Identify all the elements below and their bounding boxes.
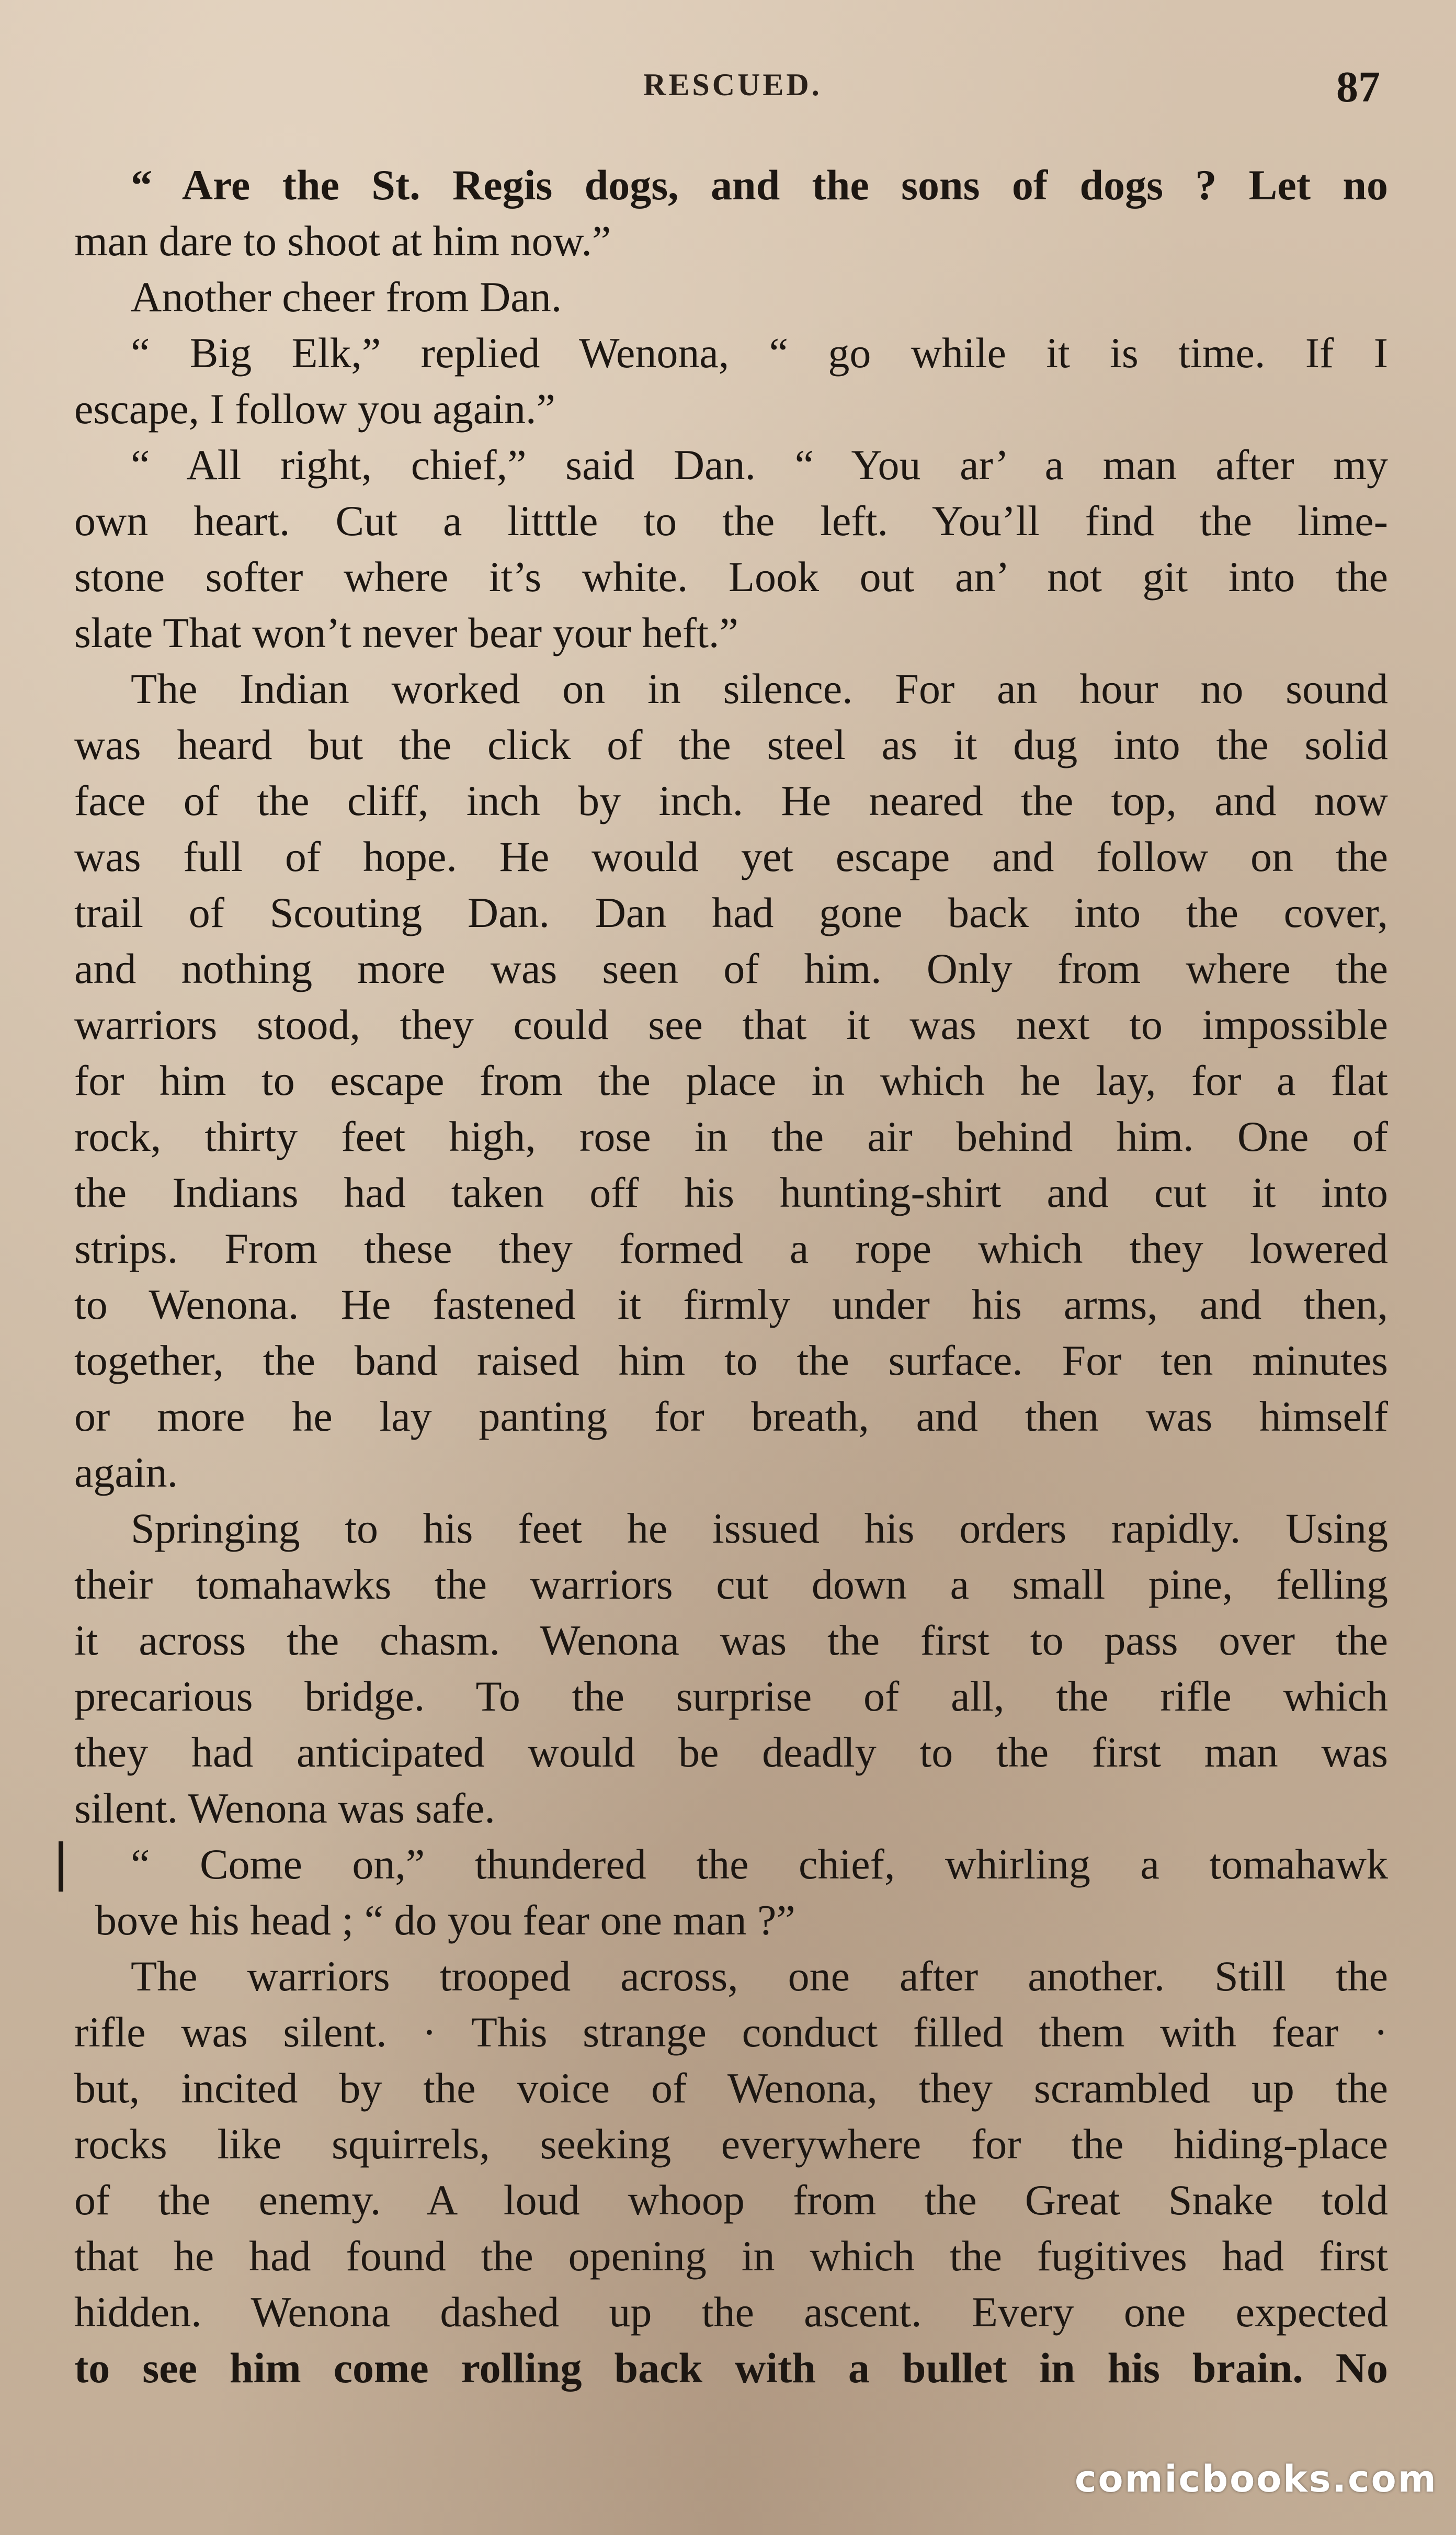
page-number: 87 xyxy=(1336,63,1380,111)
text-line: to see him come rolling back with a bullet in his brain. No xyxy=(74,2344,1388,2392)
text-line: rock, thirty feet high, rose in the air behind him. One of xyxy=(74,1113,1388,1160)
text-line: of the enemy. A loud whoop from the Great Snake told xyxy=(74,2176,1388,2224)
text-line: to Wenona. He fastened it firmly under his arms, and then, xyxy=(74,1281,1388,1328)
text-line: silent. Wenona was safe. xyxy=(74,1784,495,1832)
text-line: precarious bridge. To the surprise of all, the rifle which xyxy=(74,1672,1388,1720)
body-text xyxy=(74,157,1388,2396)
text-line: together, the band raised him to the surface. For ten minutes xyxy=(74,1337,1388,1384)
text-line: the Indians had taken off his hunting-shirt and cut it into xyxy=(74,1169,1388,1216)
text-line: “ Come on,” thundered the chief, whirling a tomahawk xyxy=(131,1840,1388,1888)
text-line: own heart. Cut a litttle to the left. You’ll find the lime- xyxy=(74,497,1388,545)
text-line: it across the chasm. Wenona was the first to pass over the xyxy=(74,1616,1388,1664)
text-line: hidden. Wenona dashed up the ascent. Every one expected xyxy=(74,2288,1388,2336)
text-line: and nothing more was seen of him. Only from where the xyxy=(74,945,1388,992)
text-line: bove his head ; “ do you fear one man ?” xyxy=(95,1896,795,1944)
text-line: man dare to shoot at him now.” xyxy=(74,217,611,265)
watermark-text: comicbooks.com xyxy=(1075,2458,1438,2500)
text-line: was full of hope. He would yet escape and follow on the xyxy=(74,833,1388,880)
text-line: for him to escape from the place in which he lay, for a flat xyxy=(74,1057,1388,1104)
text-line: slate That won’t never bear your heft.” xyxy=(74,609,738,657)
text-line: strips. From these they formed a rope which they lowered xyxy=(74,1225,1388,1272)
margin-mark xyxy=(59,1841,63,1892)
text-line: again. xyxy=(74,1448,178,1496)
text-line: rifle was silent. · This strange conduct filled them with fear · xyxy=(74,2008,1388,2056)
running-head xyxy=(0,62,1456,109)
text-line: “ Are the St. Regis dogs, and the sons of dogs ? Let no xyxy=(131,161,1388,209)
text-line: “ Big Elk,” replied Wenona, “ go while it is time. If I xyxy=(131,329,1388,377)
text-line: Another cheer from Dan. xyxy=(131,273,562,321)
text-line: or more he lay panting for breath, and then was himself xyxy=(74,1393,1388,1440)
text-line: stone softer where it’s white. Look out an’ not git into the xyxy=(74,553,1388,601)
text-line: they had anticipated would be deadly to the first man was xyxy=(74,1728,1388,1776)
text-line: The warriors trooped across, one after another. Still the xyxy=(131,1952,1388,2000)
text-line: The Indian worked on in silence. For an hour no sound xyxy=(131,665,1388,712)
text-line: face of the cliff, inch by inch. He neared the top, and now xyxy=(74,777,1388,824)
text-line: was heard but the click of the steel as it dug into the solid xyxy=(74,721,1388,768)
text-line: trail of Scouting Dan. Dan had gone back into the cover, xyxy=(74,889,1388,936)
text-line: “ All right, chief,” said Dan. “ You ar’ a man after my xyxy=(131,441,1388,489)
text-line: rocks like squirrels, seeking everywhere for the hiding-place xyxy=(74,2120,1388,2168)
chapter-title: RESCUED. xyxy=(643,67,822,102)
text-line: warriors stood, they could see that it was next to impossible xyxy=(74,1001,1388,1048)
text-line: but, incited by the voice of Wenona, they scrambled up the xyxy=(74,2064,1388,2112)
text-line: their tomahawks the warriors cut down a small pine, felling xyxy=(74,1560,1388,1608)
text-line: that he had found the opening in which the fugitives had first xyxy=(74,2232,1388,2280)
text-line: escape, I follow you again.” xyxy=(74,385,555,433)
text-line: Springing to his feet he issued his orders rapidly. Using xyxy=(131,1504,1388,1552)
